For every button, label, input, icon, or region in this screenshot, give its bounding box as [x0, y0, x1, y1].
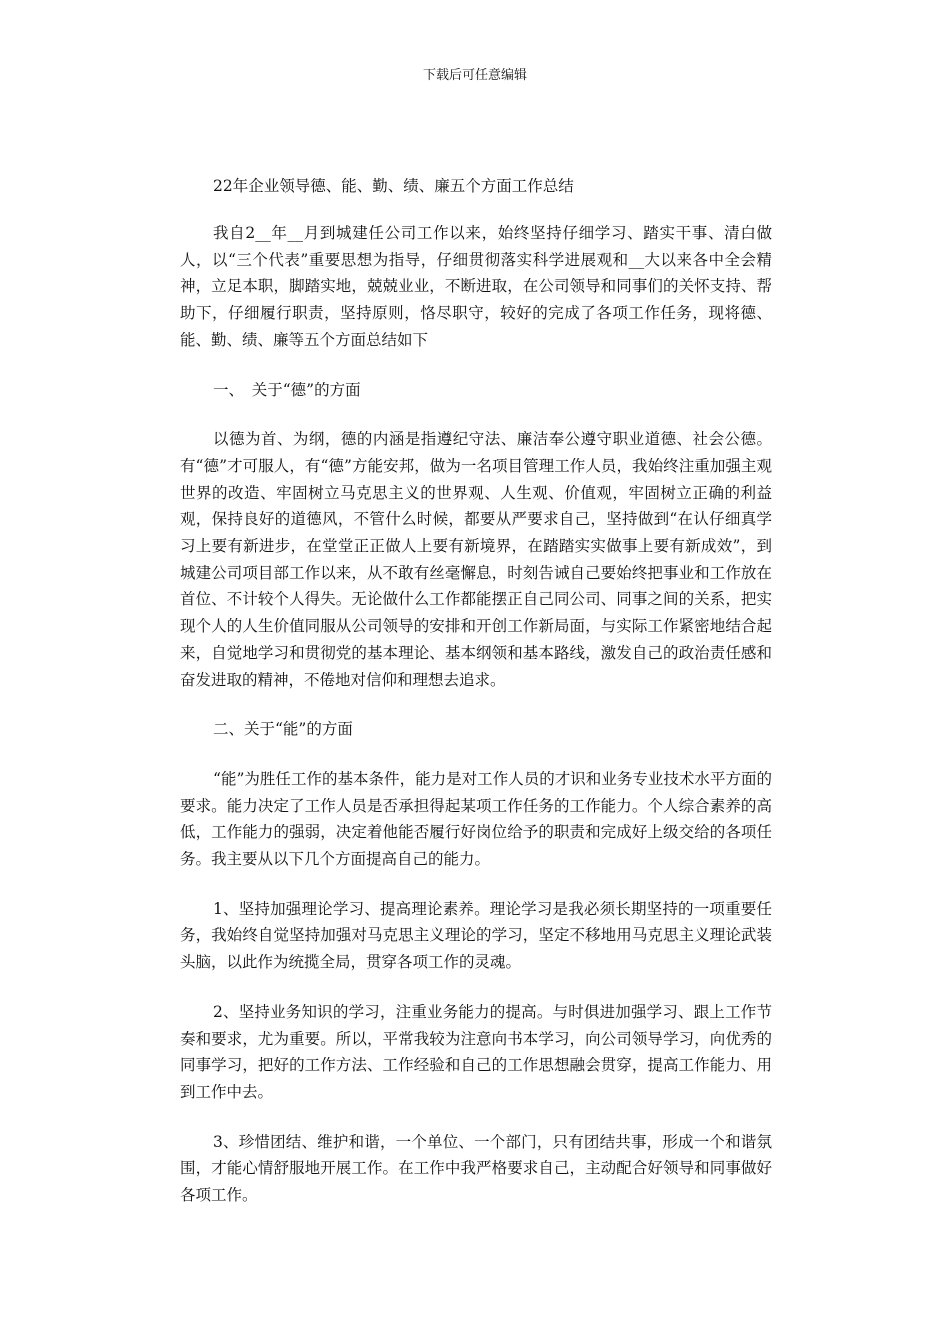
list-item-2: 2、坚持业务知识的学习，注重业务能力的提高。与时俱进加强学习、跟上工作节奏和要求，尤为重要。所以，平常我较为注意向书本学习，向公司领导学习，向优秀的同事学习，把好的工作方法、工作经验和自己的工作思想融会贯穿，提高工作能力、用到工作中去。 — [180, 1002, 772, 1101]
section-heading-de: 一、 关于“德”的方面 — [213, 380, 361, 399]
document-body — [180, 174, 772, 1232]
section-heading-neng: 二、关于“能”的方面 — [213, 720, 353, 739]
list-item-1: 1、坚持加强理论学习、提高理论素养。理论学习是我必须长期坚持的一项重要任务，我始终自觉坚持加强对马克思主义理论的学习，坚定不移地用马克思主义理论武装头脑，以此作为统揽全局，贯穿各项工作的灵魂。 — [180, 899, 772, 972]
section-body-de: 以德为首、为纲，德的内涵是指遵纪守法、廉洁奉公遵守职业道德、社会公德。有“德”才可服人，有“德”方能安邦，做为一名项目管理工作人员，我始终注重加强主观世界的改造、牢固树立马克思主义的世界观、人生观、价值观，牢固树立正确的利益观，保持良好的道德风，不管什么时候，都要从严要求自己，坚持做到“在认仔细真学习上要有新进步，在堂堂正正做人上要有新境界，在踏踏实实做事上要有新成效”，到城建公司项目部工作以来，从不敢有丝毫懈息，时刻告诫自己要始终把事业和工作放在首位、不计较个人得失。无论做什么工作都能摆正自己同公司、同事之间的关系，把实现个人的人生价值同服从公司领导的安排和开创工作新局面，与实际工作紧密地结合起来，自觉地学习和贯彻党的基本理论、基本纲领和基本路线，激发自己的政治责任感和奋发进取的精神，不倦地对信仰和理想去追求。 — [180, 430, 772, 689]
list-item-3: 3、珍惜团结、维护和谐，一个单位、一个部门，只有团结共事，形成一个和谐氛围，才能心情舒服地开展工作。在工作中我严格要求自己，主动配合好领导和同事做好各项工作。 — [180, 1132, 772, 1205]
download-note: 下载后可任意编辑 — [422, 68, 527, 83]
document-title: 22年企业领导德、能、勤、绩、廉五个方面工作总结 — [213, 177, 574, 195]
intro-paragraph: 我自2__年__月到城建任公司工作以来，始终坚持仔细学习、踏实干事、清白做人，以“三个代表”重要思想为指导，仔细贯彻落实科学进展观和__大以来各中全会精神，立足本职，脚踏实地，兢兢业业，不断进取，在公司领导和同事们的关怀支持、帮助下，仔细履行职责，坚持原则，恪尽职守，较好的完成了各项工作任务，现将德、能、勤、绩、廉等五个方面总结如下 — [180, 224, 772, 349]
section-body-neng: “能”为胜任工作的基本条件，能力是对工作人员的才识和业务专业技术水平方面的要求。能力决定了工作人员是否承担得起某项工作任务的工作能力。个人综合素养的高低，工作能力的强弱，决定着他能否履行好岗位给予的职责和完成好上级交给的各项任务。我主要从以下几个方面提高自己的能力。 — [180, 769, 772, 869]
